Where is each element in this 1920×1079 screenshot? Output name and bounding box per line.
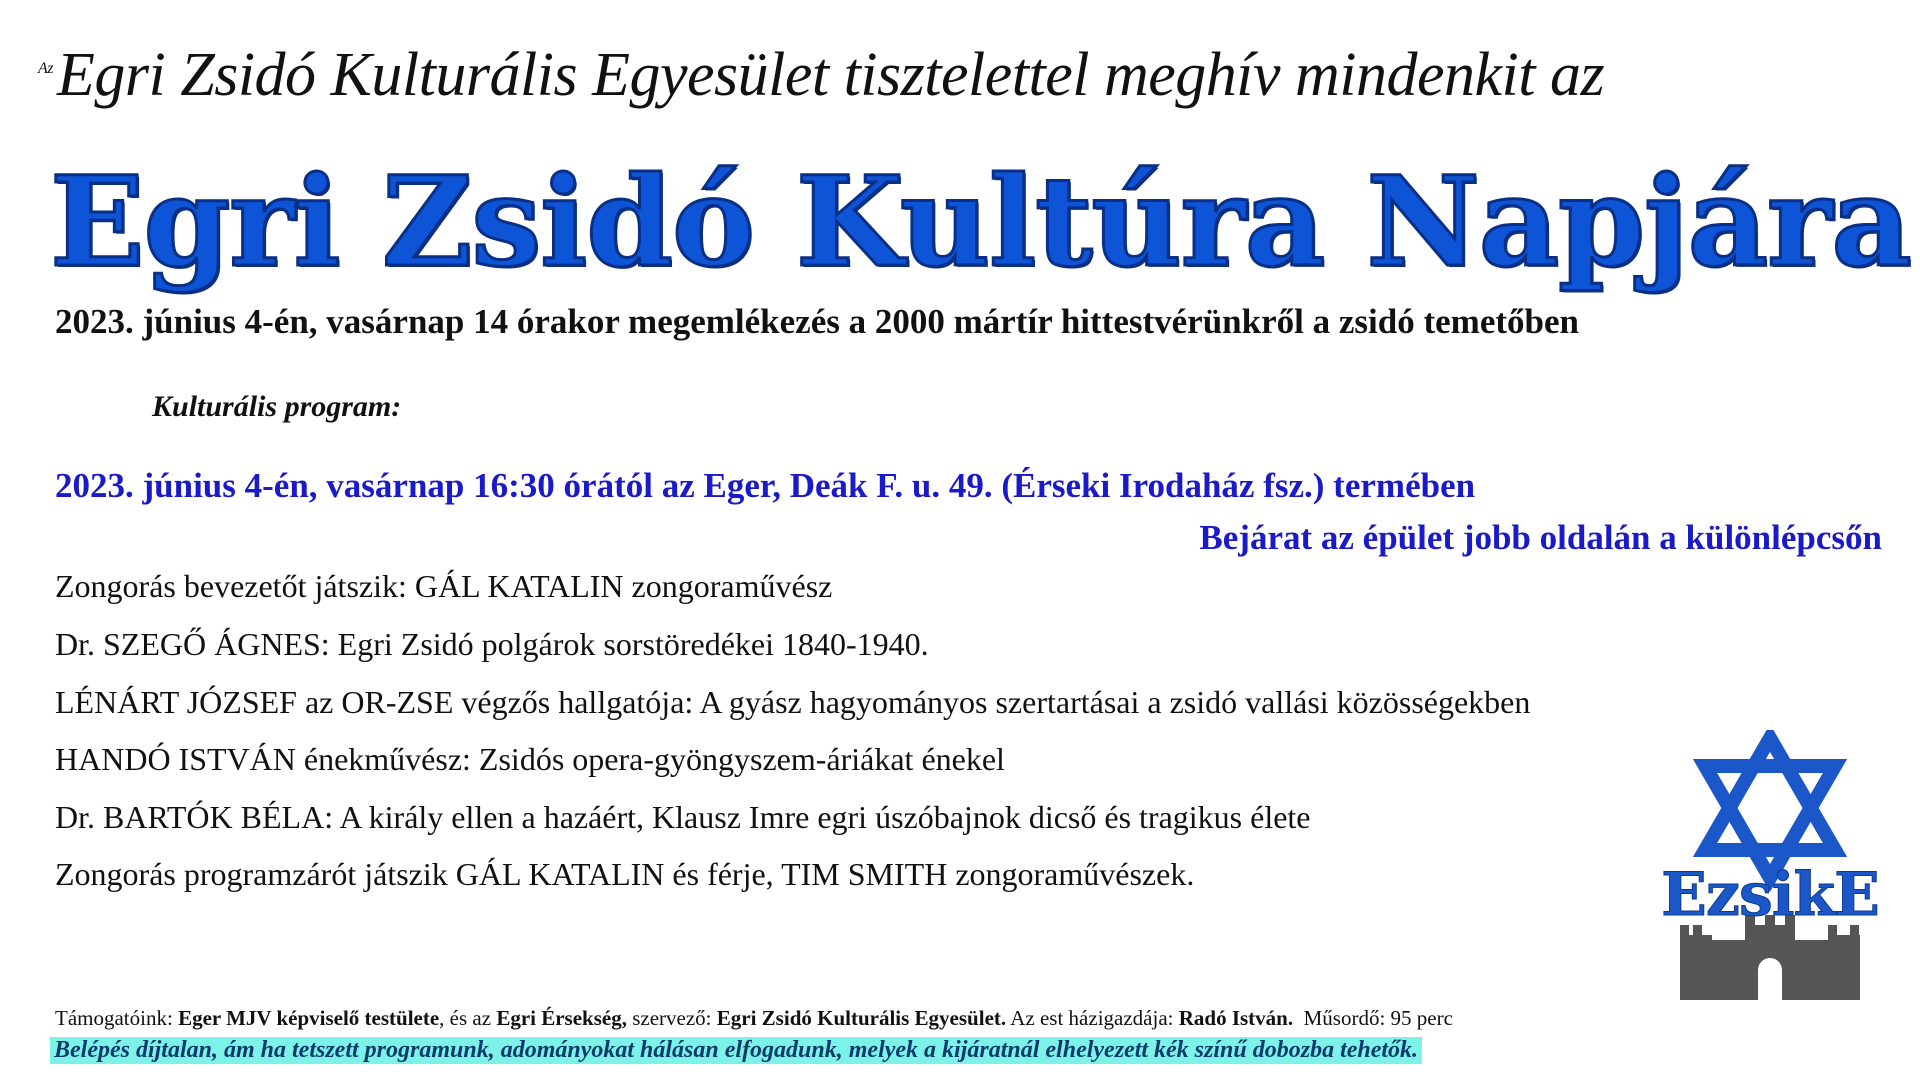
- intro-prefix: Az: [38, 60, 53, 77]
- host-label: Az est házigazdája:: [1010, 1006, 1174, 1030]
- intro-line: [38, 40, 1604, 111]
- supporters-label: Támogatóink:: [55, 1006, 173, 1030]
- entrance-line: Bejárat az épület jobb oldalán a különlépcsőn: [1199, 518, 1882, 557]
- duration: Műsordő: 95 perc: [1303, 1006, 1453, 1030]
- logo-text: EzsikE: [1661, 860, 1879, 930]
- footer-supporters: [55, 1006, 1453, 1031]
- intro-text: Egri Zsidó Kulturális Egyesület tisztelettel meghív mindenkit az: [57, 41, 1605, 109]
- program-item: Dr. BARTÓK BÉLA: A király ellen a hazáért, Klausz Imre egri úszóbajnok dicső és tragikus élete: [55, 799, 1311, 835]
- supporter-1: Eger MJV képviselő testülete: [178, 1006, 440, 1030]
- host: Radó István.: [1178, 1006, 1294, 1030]
- program-item: HANDÓ ISTVÁN énekművész: Zsidós opera-gyöngyszem-áriákat énekel: [55, 741, 1005, 777]
- supporter-2: Egri Érsekség,: [496, 1006, 627, 1030]
- program-item: Zongorás bevezetőt játszik: GÁL KATALIN zongoraművész: [55, 568, 833, 604]
- program-item: LÉNÁRT JÓZSEF az OR-ZSE végzős hallgatója: A gyász hagyományos szertartásai a zsidó vallási közösségekben: [55, 684, 1531, 720]
- organizer-label: szervező:: [632, 1006, 712, 1030]
- headline: Egri Zsidó Kultúra Napjára: [50, 150, 1911, 295]
- program-title: Kulturális program:: [152, 390, 402, 423]
- program-item: Zongorás programzárót játszik GÁL KATALIN és férje, TIM SMITH zongoraművészek.: [55, 856, 1195, 892]
- program-item: Dr. SZEGŐ ÁGNES: Egri Zsidó polgárok sorstöredékei 1840-1940.: [55, 626, 929, 662]
- and-text: , és az: [439, 1006, 492, 1030]
- organizer: Egri Zsidó Kulturális Egyesület.: [716, 1006, 1007, 1030]
- star-of-david-icon: [1705, 738, 1835, 878]
- memorial-line: 2023. június 4-én, vasárnap 14 órakor megemlékezés a 2000 mártír hittestvérünkről a zsidó temetőben: [55, 302, 1579, 341]
- venue-line: 2023. június 4-én, vasárnap 16:30 órától az Eger, Deák F. u. 49. (Érseki Irodaház fsz.) termében: [55, 466, 1476, 505]
- entry-note: Belépés díjtalan, ám ha tetszett programunk, adományokat hálásan elfogadunk, melyek a kijáratnál elhelyezett kék színű dobozba tehetők.: [50, 1037, 1422, 1064]
